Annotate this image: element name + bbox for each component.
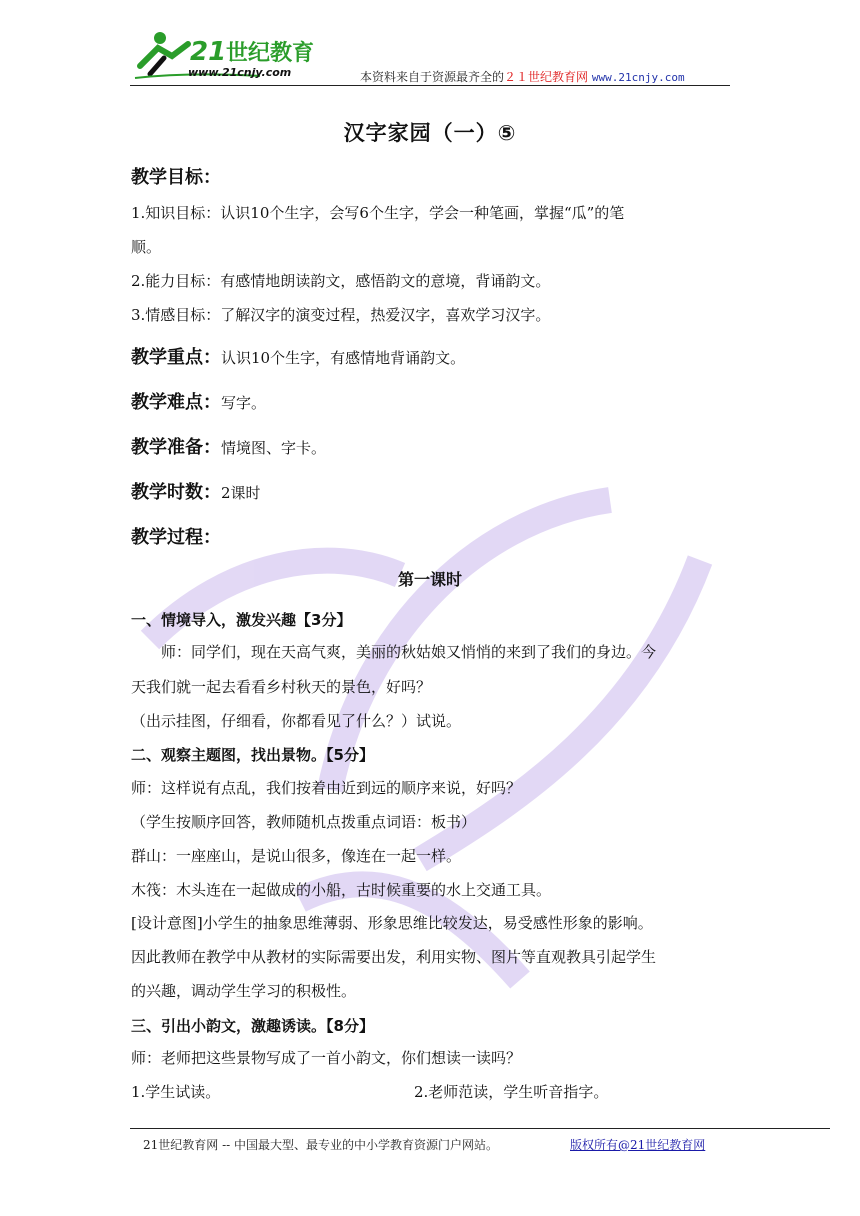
objective-line: 顺。 xyxy=(131,238,162,256)
section1-heading: 一、情境导入，激发兴趣【3分】 xyxy=(131,611,352,629)
section1-line: 天我们就一起去看看乡村秋天的景色，好吗？ xyxy=(131,678,432,696)
preparation-label: 教学准备： xyxy=(131,437,221,458)
difficulty-label: 教学难点： xyxy=(131,392,221,413)
key-point-text: 认识10个生字，有感情地背诵韵文。 xyxy=(221,349,466,367)
footer-copyright-link[interactable]: 版权所有@21世纪教育网 xyxy=(570,1138,706,1152)
svg-text:www.21cnjy.com: www.21cnjy.com xyxy=(188,66,292,79)
svg-text:21: 21 xyxy=(190,37,227,67)
section2-line: （学生按顺序回答，教师随机点拨重点词语：板书） xyxy=(131,813,477,831)
process-heading: 教学过程： xyxy=(131,527,221,548)
header-url[interactable]: www.21cnjy.com xyxy=(591,71,685,84)
section2-line: 群山：一座座山，是说山很多，像连在一起一样。 xyxy=(131,847,462,865)
key-point-label: 教学重点： xyxy=(131,347,221,368)
section2-line: 的兴趣，调动学生学习的积极性。 xyxy=(131,982,357,1000)
section2-line: 木筏：木头连在一起做成的小船，古时候重要的水上交通工具。 xyxy=(131,881,552,899)
section2-line: 因此教师在教学中从教材的实际需要出发，利用实物、图片等直观教具引起学生 xyxy=(131,948,657,966)
document-title: 汉字家园（一）⑤ xyxy=(343,121,517,145)
site-logo xyxy=(130,26,340,84)
section3-line: 师：老师把这些景物写成了一首小韵文，你们想读一读吗？ xyxy=(131,1049,522,1067)
section3-heading: 三、引出小韵文，激趣诱读。【8分】 xyxy=(131,1017,374,1035)
section1-line: 师：同学们，现在天高气爽，美丽的秋姑娘又悄悄的来到了我们的身边。今 xyxy=(131,643,657,661)
difficulty xyxy=(131,388,266,414)
section2-line: 师：这样说有点乱，我们按着由近到远的顺序来说，好吗？ xyxy=(131,779,522,797)
key-point xyxy=(131,343,465,369)
page-header xyxy=(130,26,730,86)
preparation xyxy=(131,433,326,459)
footer-text: 21世纪教育网 -- 中国最大型、最专业的中小学教育资源门户网站。 xyxy=(143,1138,499,1152)
lesson-title: 第一课时 xyxy=(397,570,462,589)
section2-line: [设计意图]小学生的抽象思维薄弱、形象思维比较发达，易受感性形象的影响。 xyxy=(131,914,653,932)
preparation-text: 情境图、字卡。 xyxy=(221,439,327,457)
objective-line: 1.知识目标：认识10个生字，会写6个生字，学会一种笔画，掌握“瓜”的笔 xyxy=(131,204,625,222)
section3-step-2: 2.老师范读，学生听音指字。 xyxy=(414,1083,609,1101)
svg-text:世纪教育: 世纪教育 xyxy=(226,41,315,66)
header-divider xyxy=(130,85,730,86)
footer-divider xyxy=(130,1128,830,1129)
objective-line: 2.能力目标：有感情地朗读韵文，感悟韵文的意境，背诵韵文。 xyxy=(131,272,551,290)
objectives-heading: 教学目标： xyxy=(131,167,221,188)
hours xyxy=(131,478,261,504)
hours-label: 教学时数： xyxy=(131,482,221,503)
hours-text: 2课时 xyxy=(221,484,261,502)
section3-step-1: 1.学生试读。 xyxy=(131,1083,221,1101)
difficulty-text: 写字。 xyxy=(221,394,267,412)
header-tagline: 本资料来自于资源最齐全的２１世纪教育网 www.21cnjy.com xyxy=(360,70,685,84)
section1-line: （出示挂图，仔细看，你都看见了什么？）试说。 xyxy=(131,712,462,730)
section2-heading: 二、观察主题图，找出景物。【5分】 xyxy=(131,746,374,764)
header-brand[interactable]: ２１世纪教育网 xyxy=(504,70,589,84)
objective-line: 3.情感目标：了解汉字的演变过程，热爱汉字，喜欢学习汉字。 xyxy=(131,306,551,324)
